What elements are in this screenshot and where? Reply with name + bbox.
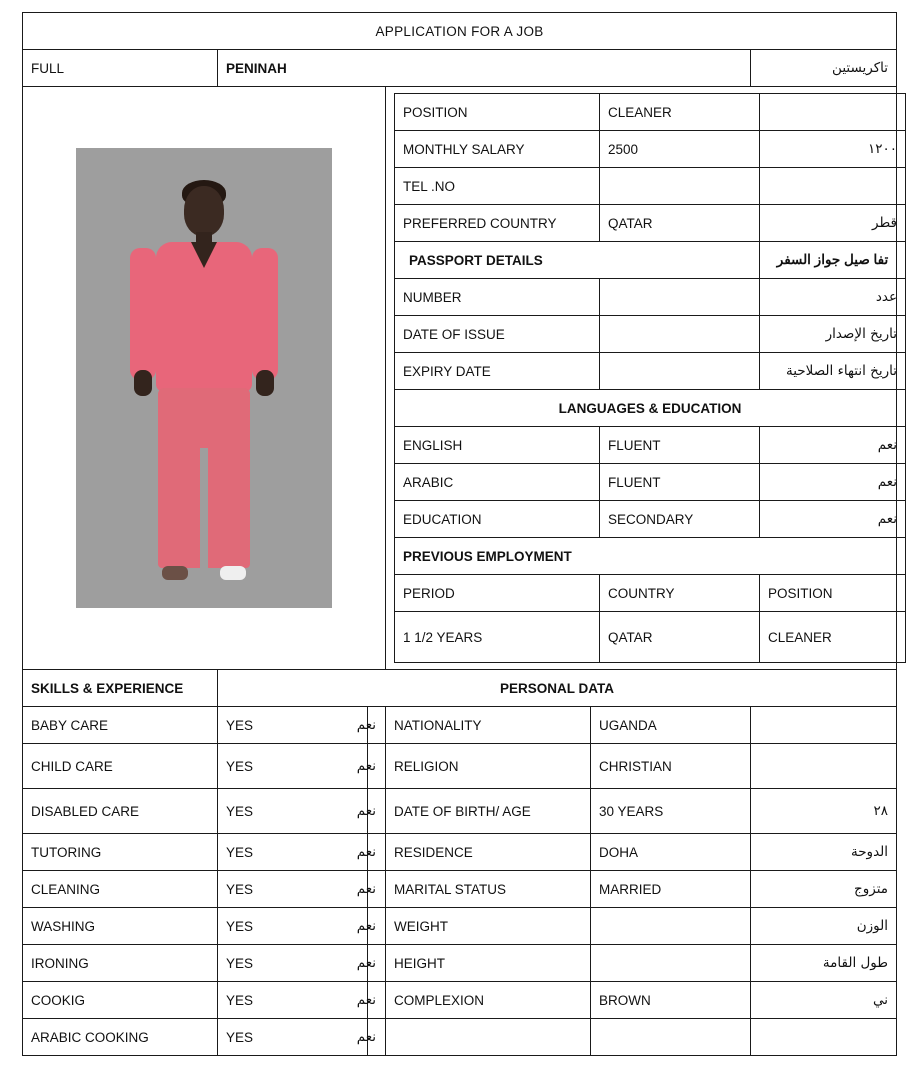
employment-period-value: 1 1/2 YEARS xyxy=(395,612,600,663)
english-arabic: نعم xyxy=(760,427,906,464)
personal-data-heading: PERSONAL DATA xyxy=(218,670,897,707)
personal-value: DOHA xyxy=(591,834,751,871)
skill-value: YES xyxy=(218,945,368,982)
table-row xyxy=(23,744,897,789)
passport-details-heading: PASSPORT DETAILS xyxy=(395,242,760,279)
skill-arabic: نعم xyxy=(368,871,386,908)
photo-figure-right-arm xyxy=(252,248,278,380)
preferred-country-value: QATAR xyxy=(600,205,760,242)
job-row xyxy=(395,94,906,131)
passport-heading-row xyxy=(395,242,906,279)
photo-figure-left-arm xyxy=(130,248,156,380)
skill-value: YES xyxy=(218,982,368,1019)
skill-arabic: نعم xyxy=(368,1019,386,1056)
applicant-photo-cell xyxy=(23,87,386,670)
skill-label: ARABIC COOKING xyxy=(23,1019,218,1056)
personal-label: HEIGHT xyxy=(386,945,591,982)
personal-value xyxy=(591,945,751,982)
personal-value: UGANDA xyxy=(591,707,751,744)
passport-number-value xyxy=(600,279,760,316)
table-row xyxy=(23,707,897,744)
skill-value: YES xyxy=(218,744,368,789)
personal-label: MARITAL STATUS xyxy=(386,871,591,908)
languages-heading-row xyxy=(395,390,906,427)
employment-country-column: COUNTRY xyxy=(600,575,760,612)
skill-value: YES xyxy=(218,789,368,834)
personal-label: DATE OF BIRTH/ AGE xyxy=(386,789,591,834)
skill-value: YES xyxy=(218,908,368,945)
employment-position-column: POSITION xyxy=(760,575,906,612)
photo-figure-left-hand xyxy=(134,370,152,396)
table-row xyxy=(23,789,897,834)
monthly-salary-value: 2500 xyxy=(600,131,760,168)
english-value: FLUENT xyxy=(600,427,760,464)
personal-value: BROWN xyxy=(591,982,751,1019)
personal-value: MARRIED xyxy=(591,871,751,908)
passport-expiry-arabic: تاريخ انتهاء الصلاحية xyxy=(760,353,906,390)
details-table xyxy=(394,93,906,663)
language-row xyxy=(395,501,906,538)
tel-no-value xyxy=(600,168,760,205)
skill-label: DISABLED CARE xyxy=(23,789,218,834)
passport-issue-label: DATE OF ISSUE xyxy=(395,316,600,353)
preferred-country-label: PREFERRED COUNTRY xyxy=(395,205,600,242)
tel-no-label: TEL .NO xyxy=(395,168,600,205)
personal-label: RELIGION xyxy=(386,744,591,789)
photo-and-details-row xyxy=(23,87,897,670)
table-row xyxy=(23,1019,897,1056)
personal-label: NATIONALITY xyxy=(386,707,591,744)
tel-no-arabic xyxy=(760,168,906,205)
skill-label: TUTORING xyxy=(23,834,218,871)
table-row xyxy=(23,834,897,871)
employment-position-value: CLEANER xyxy=(760,612,906,663)
monthly-salary-arabic: ١٢٠٠ xyxy=(760,131,906,168)
photo-figure-left-foot xyxy=(162,566,188,580)
personal-value: CHRISTIAN xyxy=(591,744,751,789)
personal-arabic: متزوج xyxy=(751,871,897,908)
skill-value: YES xyxy=(218,1019,368,1056)
table-row xyxy=(23,871,897,908)
education-arabic: نعم xyxy=(760,501,906,538)
cv-table xyxy=(22,12,897,1056)
personal-label: RESIDENCE xyxy=(386,834,591,871)
employment-country-value: QATAR xyxy=(600,612,760,663)
job-row xyxy=(395,131,906,168)
personal-arabic: ٢٨ xyxy=(751,789,897,834)
previous-employment-heading: PREVIOUS EMPLOYMENT xyxy=(395,538,906,575)
preferred-country-arabic: قطر xyxy=(760,205,906,242)
passport-expiry-value xyxy=(600,353,760,390)
skill-label: WASHING xyxy=(23,908,218,945)
skill-label: IRONING xyxy=(23,945,218,982)
job-row xyxy=(395,168,906,205)
language-row xyxy=(395,427,906,464)
personal-value xyxy=(591,1019,751,1056)
passport-details-heading-arabic: تفا صيل جواز السفر xyxy=(760,242,906,279)
title-row xyxy=(23,13,897,50)
employment-heading-row xyxy=(395,538,906,575)
arabic-arabic: نعم xyxy=(760,464,906,501)
education-value: SECONDARY xyxy=(600,501,760,538)
passport-row xyxy=(395,279,906,316)
personal-arabic xyxy=(751,744,897,789)
passport-row xyxy=(395,353,906,390)
skill-arabic: نعم xyxy=(368,834,386,871)
personal-arabic xyxy=(751,1019,897,1056)
personal-label: COMPLEXION xyxy=(386,982,591,1019)
personal-arabic: طول القامة xyxy=(751,945,897,982)
languages-education-heading: LANGUAGES & EDUCATION xyxy=(395,390,906,427)
skill-arabic: نعم xyxy=(368,982,386,1019)
arabic-label: ARABIC xyxy=(395,464,600,501)
position-value: CLEANER xyxy=(600,94,760,131)
position-label: POSITION xyxy=(395,94,600,131)
table-row xyxy=(23,982,897,1019)
arabic-value: FLUENT xyxy=(600,464,760,501)
personal-value xyxy=(591,908,751,945)
full-name-label: FULL xyxy=(23,50,218,87)
job-row xyxy=(395,205,906,242)
skill-arabic: نعم xyxy=(368,945,386,982)
table-row xyxy=(23,945,897,982)
full-name-value: PENINAH xyxy=(218,50,751,87)
skill-value: YES xyxy=(218,871,368,908)
skills-experience-heading: SKILLS & EXPERIENCE xyxy=(23,670,218,707)
passport-expiry-label: EXPIRY DATE xyxy=(395,353,600,390)
passport-issue-arabic: تاريخ الإصدار xyxy=(760,316,906,353)
photo-figure-leg-gap xyxy=(200,448,208,568)
skills-personal-heading-row xyxy=(23,670,897,707)
photo-figure-right-foot xyxy=(220,566,246,580)
skill-label: CHILD CARE xyxy=(23,744,218,789)
skill-arabic: نعم xyxy=(368,789,386,834)
education-label: EDUCATION xyxy=(395,501,600,538)
employment-period-column: PERIOD xyxy=(395,575,600,612)
applicant-photo xyxy=(76,148,332,608)
passport-issue-value xyxy=(600,316,760,353)
document-title: APPLICATION FOR A JOB xyxy=(23,13,897,50)
monthly-salary-label: MONTHLY SALARY xyxy=(395,131,600,168)
photo-figure-head xyxy=(184,186,224,236)
skill-value: YES xyxy=(218,834,368,871)
skill-label: CLEANING xyxy=(23,871,218,908)
language-row xyxy=(395,464,906,501)
personal-arabic: ني xyxy=(751,982,897,1019)
english-label: ENGLISH xyxy=(395,427,600,464)
full-name-arabic: تاكريستين xyxy=(751,50,897,87)
employment-row xyxy=(395,612,906,663)
employment-columns-row xyxy=(395,575,906,612)
skill-value: YES xyxy=(218,707,368,744)
position-arabic xyxy=(760,94,906,131)
personal-arabic: الوزن xyxy=(751,908,897,945)
passport-number-label: NUMBER xyxy=(395,279,600,316)
photo-figure-right-hand xyxy=(256,370,274,396)
skill-arabic: نعم xyxy=(368,707,386,744)
skill-arabic: نعم xyxy=(368,908,386,945)
personal-label: WEIGHT xyxy=(386,908,591,945)
details-block xyxy=(386,87,897,670)
personal-value: 30 YEARS xyxy=(591,789,751,834)
skill-label: COOKIG xyxy=(23,982,218,1019)
table-row xyxy=(23,908,897,945)
skill-label: BABY CARE xyxy=(23,707,218,744)
personal-arabic xyxy=(751,707,897,744)
passport-row xyxy=(395,316,906,353)
personal-label xyxy=(386,1019,591,1056)
skill-arabic: نعم xyxy=(368,744,386,789)
passport-number-arabic: عدد xyxy=(760,279,906,316)
personal-arabic: الدوحة xyxy=(751,834,897,871)
name-row xyxy=(23,50,897,87)
